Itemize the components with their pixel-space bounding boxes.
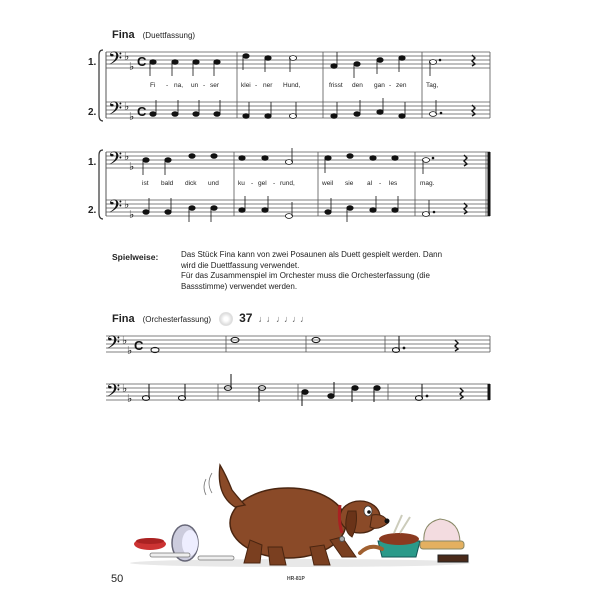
svg-text:und: und [208, 180, 219, 187]
instructions-label: Spielweise: [112, 252, 159, 262]
svg-text:-: - [379, 180, 382, 187]
svg-text:ner: ner [263, 82, 273, 89]
voice-label-1: 1. [88, 157, 97, 168]
bass-clef-icon: 𝄢 [106, 380, 121, 405]
common-time-icon: C [137, 104, 147, 119]
system2-lyrics [142, 180, 435, 187]
flat-icon: ♭ [127, 345, 133, 357]
voice-label-2: 2. [88, 205, 97, 216]
page-number: 50 [111, 573, 124, 585]
cd-track-number: 37 [239, 311, 253, 325]
svg-text:mag.: mag. [420, 180, 435, 187]
svg-text:un: un [191, 82, 199, 89]
svg-text:Hund,: Hund, [283, 82, 301, 89]
count-in-rhythm: ♩♩ ♩♩♩♩ [258, 314, 308, 324]
system2-staff2 [106, 200, 490, 216]
flat-icon: ♭ [129, 61, 135, 73]
orchestra-notes [142, 336, 463, 406]
svg-text:gan: gan [374, 82, 385, 89]
system1-voice2-notes [150, 98, 475, 118]
svg-text:-: - [203, 82, 206, 89]
cake-icon [424, 519, 460, 543]
flat-icon: ♭ [122, 383, 128, 395]
svg-text:Tag,: Tag, [426, 82, 439, 89]
svg-text:ser: ser [210, 82, 220, 89]
svg-text:-: - [273, 180, 276, 187]
bass-clef-icon: 𝄢 [108, 196, 123, 221]
svg-text:-: - [255, 82, 258, 89]
common-time-icon: C [137, 54, 147, 69]
flat-icon: ♭ [122, 335, 128, 347]
orchestra-title-text: Fina [112, 313, 135, 325]
system2-staff1 [106, 152, 490, 168]
flat-icon: ♭ [124, 199, 130, 211]
flat-icon: ♭ [129, 161, 135, 173]
duet-subtitle: (Duettfassung) [142, 31, 196, 40]
voice-label-2: 2. [88, 107, 97, 118]
svg-text:rund,: rund, [280, 180, 295, 187]
dog-nose-icon [385, 519, 390, 524]
svg-text:Fi: Fi [150, 82, 156, 89]
common-time-icon: C [134, 338, 144, 353]
svg-text:-: - [251, 180, 254, 187]
svg-text:dick: dick [185, 180, 197, 187]
svg-text:al: al [367, 180, 373, 187]
svg-text:-: - [389, 82, 392, 89]
svg-text:-: - [166, 82, 169, 89]
svg-text:na,: na, [174, 82, 184, 89]
bone-icon [150, 553, 190, 557]
bass-clef-icon: 𝄢 [108, 98, 123, 123]
dog-icon [230, 488, 346, 558]
svg-text:den: den [352, 82, 363, 89]
flat-icon: ♭ [129, 209, 135, 221]
instructions-text [181, 250, 493, 292]
svg-text:frisst: frisst [329, 82, 343, 89]
flat-icon: ♭ [129, 111, 135, 123]
flat-icon: ♭ [124, 151, 130, 163]
dog-illustration [120, 445, 480, 575]
svg-text:gel: gel [258, 180, 267, 187]
svg-text:weil: weil [322, 180, 334, 187]
flat-icon: ♭ [124, 51, 130, 63]
chocolate-icon [438, 555, 468, 562]
instructions-line: wird die Duettfassung verwendet. [181, 260, 300, 270]
instructions-line: Das Stück Fina kann von zwei Posaunen als Duett gespielt werden. Dann [181, 250, 443, 259]
svg-text:les: les [389, 180, 398, 187]
duet-score [0, 0, 600, 240]
bass-clef-icon: 𝄢 [108, 148, 123, 173]
flat-icon: ♭ [124, 101, 130, 113]
svg-text:bald: bald [161, 180, 174, 187]
svg-text:ku: ku [238, 180, 245, 187]
svg-text:sie: sie [345, 180, 354, 187]
voice-label-1: 1. [88, 57, 97, 68]
svg-text:klei: klei [241, 82, 251, 89]
duet-title-text: Fina [112, 29, 135, 41]
bass-clef-icon: 𝄢 [106, 332, 121, 357]
orchestra-subtitle: (Orchesterfassung) [142, 315, 212, 324]
orchestra-score [0, 320, 600, 420]
bone-icon [198, 556, 234, 560]
svg-text:zen: zen [396, 82, 407, 89]
svg-text:ist: ist [142, 180, 149, 187]
footer-code: HR-81P [287, 576, 305, 582]
system1-lyrics [150, 82, 438, 89]
bass-clef-icon: 𝄢 [108, 48, 123, 73]
instructions-line: Für das Zusammenspiel im Orchester muss die Orchesterfassung (die [181, 271, 430, 280]
flat-icon: ♭ [127, 393, 133, 405]
instructions-line: Bassstimme) verwendet werden. [181, 281, 298, 291]
